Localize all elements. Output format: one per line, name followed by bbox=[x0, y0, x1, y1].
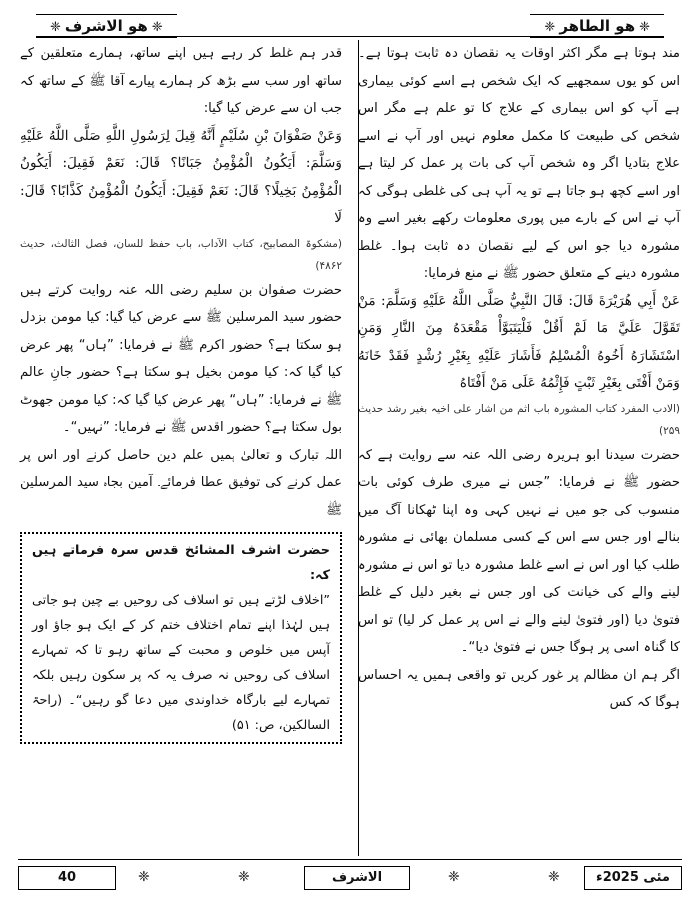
quote-body: ”اخلاف لڑتے ہیں تو اسلاف کی روحیں بے چین ہو جاتی ہیں لہٰذا اپنے تمام اختلاف ختم کر کے ایک ہو جاؤ اور آپس میں خلوص و محبت کے ساتھ رہو تا کہ تمہارے اسلاف کی روحیں نہ صرف یہ کہ پر سکون رہیں بلکہ تمہارے لیے بارگاہ خداوندی میں دعا گو رہیں“۔ (راحۃ السالکین، ص: ۵۱) bbox=[32, 593, 330, 733]
left-hadith-reference: (مشکوۃ المصابیح، کتاب الآداب، باب حفظ للسان، فصل الثالث، حدیث ۴۸۶۲) bbox=[20, 237, 342, 272]
left-column bbox=[20, 40, 342, 856]
left-hadith-translation: حضرت صفوان بن سلیم رضی اللہ عنہ روایت کرتے ہیں حضور سید المرسلین ﷺ سے عرض کیا گیا: کیا مومن بزدل ہو سکتا ہے؟ حضور اکرم ﷺ نے فرمایا: ”ہاں“ پھر عرض کیا گیا کہ: کیا مومن بخیل ہو سکتا ہے؟ حضور جانِ عالم ﷺ نے فرمایا: ”ہاں“ پھر عرض کیا گیا کہ: کیا مومن جھوٹ بول سکتا ہے؟ حضور اقدس ﷺ نے فرمایا: ”نہیں“۔ bbox=[20, 282, 342, 435]
right-hadith-arabic: عَنْ أَبِي هُرَيْرَةَ قَالَ: قَالَ النَّبِيُّ صَلَّى اللَّهُ عَلَيْهِ وَسَلَّمَ: مَنْ تَقَوَّلَ عَلَيَّ مَا لَمْ أَقُلْ فَلْيَتَبَوَّأْ مَقْعَدَهُ مِنَ النَّارِ وَمَنِ اسْتَشَارَهُ أَخُوهُ الْمُسْلِمُ فَأَشَارَ عَلَيْهِ بِغَيْرِ رُشْدٍ فَقَدْ خَانَهُ وَمَنْ أَفْتَى بِغَيْرِ ثَبْتٍ فَإِثْمُهُ عَلَى مَنْ أَفْتَاهُ bbox=[358, 292, 680, 391]
left-prayer: اللہ تبارک و تعالیٰ ہمیں علم دین حاصل کرنے اور اس پر عمل کرنے کی توفیق عطا فرمائے۔ آمین بجاہ سید المرسلین ﷺ bbox=[20, 447, 342, 518]
header-right-title-box bbox=[530, 14, 664, 38]
footer-ornament-icon: ❈ bbox=[448, 869, 460, 885]
right-hadith-reference: (الادب المفرد کتاب المشورہ باب اثم من اشار علی اخیہ بغیر رشد حدیث ۲۵۹) bbox=[358, 402, 680, 437]
right-paragraph-intro: مند ہوتا ہے مگر اکثر اوقات یہ نقصان دہ ثابت ہوتا ہے۔ اس کو یوں سمجھیے کہ ایک شخص ہے اسے کوئی بیماری ہے آپ کو اس بیماری کے علاج کا تو علم ہے مگر اس شخص کی طبیعت کا مکمل معلوم نہیں اور آپ نے اسے علاج بتادیا اگر وہ شخص آپ کی بات پر عمل کر لیتا ہے اور اسے کچھ ہو جاتا ہے تو یہ آپ ہی کی غلطی ہوگی کہ آپ نے اس کے بارے میں پوری معلومات رکھے بغیر اسے وہ مشورہ دیا جو اس کے لیے نقصان دہ ثابت ہوا۔ غلط مشورہ دینے کے متعلق حضور ﷺ نے منع فرمایا: bbox=[358, 46, 680, 281]
column-divider bbox=[358, 40, 359, 856]
quote-box bbox=[20, 532, 342, 744]
quote-heading: حضرت اشرف المشائخ قدس سرہ فرماتے ہیں کہ: bbox=[32, 543, 330, 583]
left-hadith-arabic: وَعَنْ صَفْوَانَ بْنِ سُلَيْمٍ أَنَّهُ قِيلَ لِرَسُولِ اللَّهِ صَلَّى اللَّهُ عَلَيْهِ وَسَلَّمَ: أَيَكُونُ الْمُؤْمِنُ جَبَانًا؟ قَالَ: نَعَمْ فَقِيلَ: أَيَكُونُ الْمُؤْمِنُ بَخِيلًا؟ قَالَ: نَعَمْ فَقِيلَ: أَيَكُونُ الْمُؤْمِنُ كَذَّابًا؟ قَالَ: لَا bbox=[20, 127, 342, 226]
page-number: 40 bbox=[18, 866, 116, 890]
left-paragraph-intro: قدر ہم غلط کر رہے ہیں اپنے ساتھ، ہمارے متعلقین کے ساتھ اور سب سے بڑھ کر ہمارے پیارے آقا ﷺ کے ساتھ کہ جب ان سے عرض کیا گیا: bbox=[20, 46, 342, 116]
header-ornament-icon: ❈ bbox=[544, 20, 556, 35]
header-ornament-icon: ❈ bbox=[50, 20, 61, 35]
header-ornament-icon: ❈ bbox=[639, 20, 650, 35]
footer-ornament-icon: ❈ bbox=[138, 869, 150, 885]
right-column bbox=[358, 40, 680, 856]
article-body bbox=[20, 40, 680, 856]
footer-magazine-name: الاشرف bbox=[304, 866, 410, 890]
footer-issue-date: مئی 2025ء bbox=[584, 866, 682, 890]
footer-ornament-icon: ❈ bbox=[238, 869, 250, 885]
right-paragraph-closing: اگر ہم ان مظالم پر غور کریں تو واقعی ہمیں یہ احساس ہوگا کہ کس bbox=[358, 667, 680, 710]
page-header bbox=[18, 10, 682, 38]
right-hadith-translation: حضرت سیدنا ابو ہریرہ رضی اللہ عنہ سے روایت ہے کہ حضور ﷺ نے فرمایا: ”جس نے میری طرف کوئی بات منسوب کی جو میں نے نہیں کہی وہ اپنا ٹھکانا آگ میں بنالے اور جس سے اس کے کسی مسلمان بھائی نے مشورہ طلب کیا اور اس نے اسے غلط مشورہ دیا تو اس نے مشورہ لینے والے کی خیانت کی اور جس نے بغیر دلیل کے غلط فتویٰ دیا (اور فتویٰ لینے والے نے اس پر عمل کر لیا) تو اس کا گناہ اسی پر ہوگا جس نے فتویٰ دیا“۔ bbox=[358, 447, 680, 655]
header-right-title: ھو الطاھر bbox=[559, 17, 636, 35]
header-left-title-box bbox=[36, 14, 177, 38]
footer-ornament-icon: ❈ bbox=[548, 869, 560, 885]
page-footer bbox=[18, 859, 682, 894]
header-rule bbox=[36, 36, 664, 37]
header-ornament-icon: ❈ bbox=[151, 20, 163, 35]
header-left-title: ھو الاشرف bbox=[64, 17, 148, 35]
